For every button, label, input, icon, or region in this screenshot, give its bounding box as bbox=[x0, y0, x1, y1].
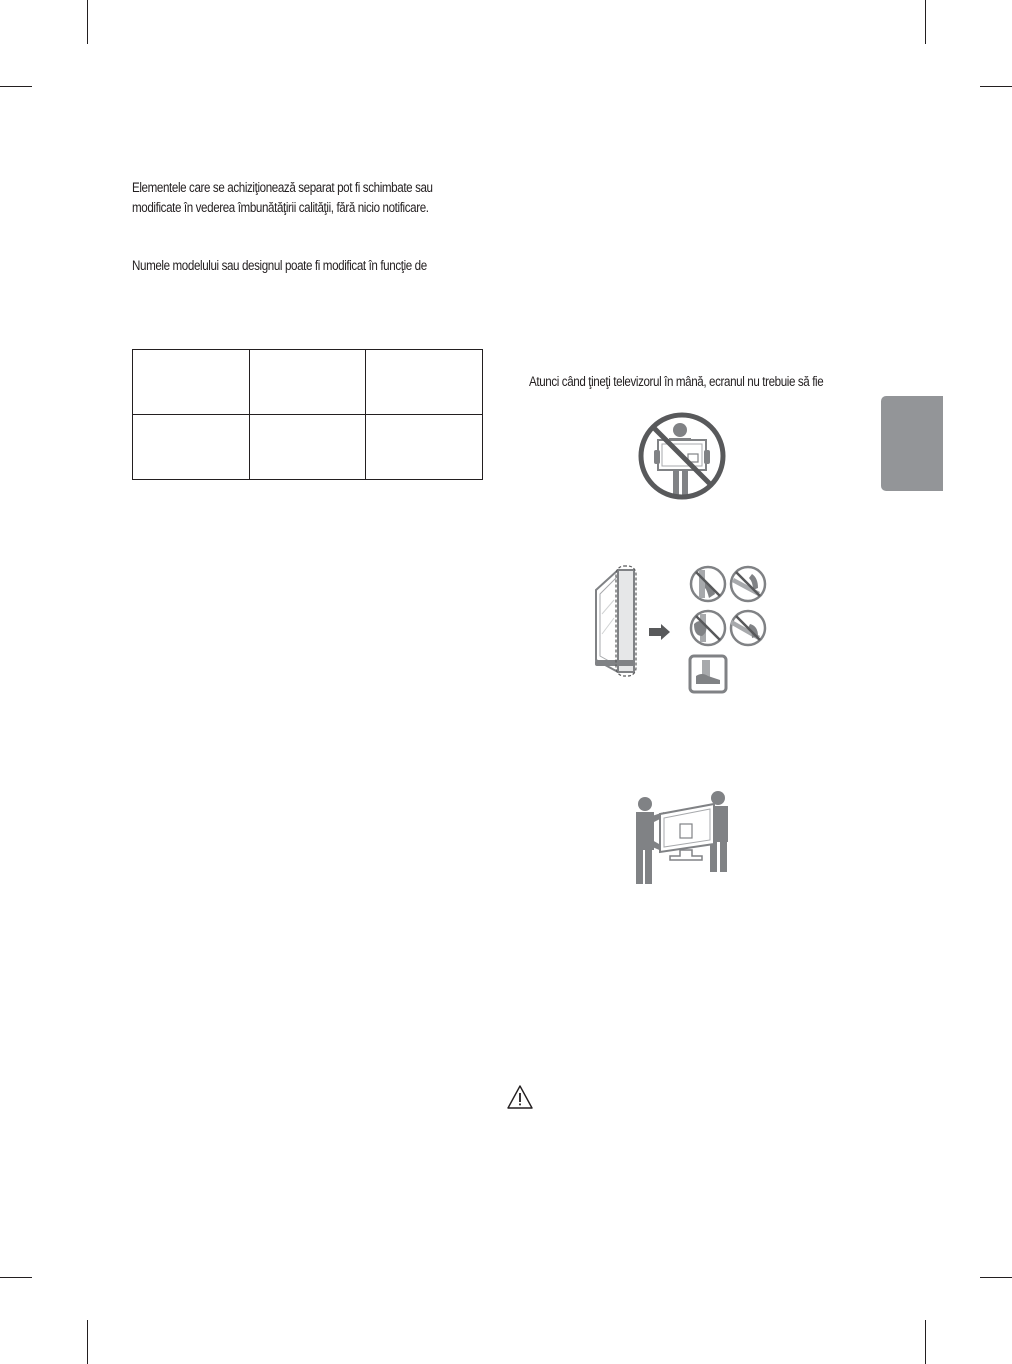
crop-mark bbox=[0, 86, 32, 87]
warning-triangle-icon bbox=[506, 1084, 534, 1110]
table-cell bbox=[366, 415, 483, 480]
note-line: Elementele care se achiziţionează separat pot fi schimbate sau bbox=[132, 180, 433, 195]
grip-circle-2 bbox=[731, 567, 765, 601]
handling-note bbox=[529, 372, 823, 392]
table-cell bbox=[133, 350, 250, 415]
crop-mark bbox=[87, 1320, 88, 1364]
crop-mark bbox=[980, 86, 1012, 87]
note-line: Numele modelului sau designul poate fi modificat în funcţie de bbox=[132, 258, 427, 273]
grip-circle-3 bbox=[691, 611, 725, 645]
tv-grip-positions-icon bbox=[588, 564, 772, 696]
empty-table bbox=[132, 349, 483, 480]
no-holding-screen-icon bbox=[636, 410, 728, 502]
table-cell bbox=[133, 415, 250, 480]
table-row bbox=[133, 415, 483, 480]
grip-circle-1 bbox=[691, 567, 725, 601]
crop-mark bbox=[980, 1277, 1012, 1278]
crop-mark bbox=[925, 1320, 926, 1364]
table-cell bbox=[249, 415, 366, 480]
optional-items-note bbox=[132, 178, 433, 218]
crop-mark bbox=[925, 0, 926, 44]
note-line: Atunci când ţineţi televizorul în mână, ecranul nu trebuie să fie bbox=[529, 374, 824, 389]
note-line: modificate în vederea îmbunătăţirii calităţii, fără nicio notificare. bbox=[132, 200, 429, 215]
crop-mark bbox=[0, 1277, 32, 1278]
model-name-note bbox=[132, 256, 427, 276]
crop-mark bbox=[87, 0, 88, 44]
language-tab bbox=[881, 396, 943, 491]
table-row bbox=[133, 350, 483, 415]
two-person-carry-icon bbox=[630, 788, 734, 886]
table-cell bbox=[366, 350, 483, 415]
table-cell bbox=[249, 350, 366, 415]
grip-correct-square bbox=[690, 656, 726, 692]
grip-circle-4 bbox=[730, 611, 765, 645]
